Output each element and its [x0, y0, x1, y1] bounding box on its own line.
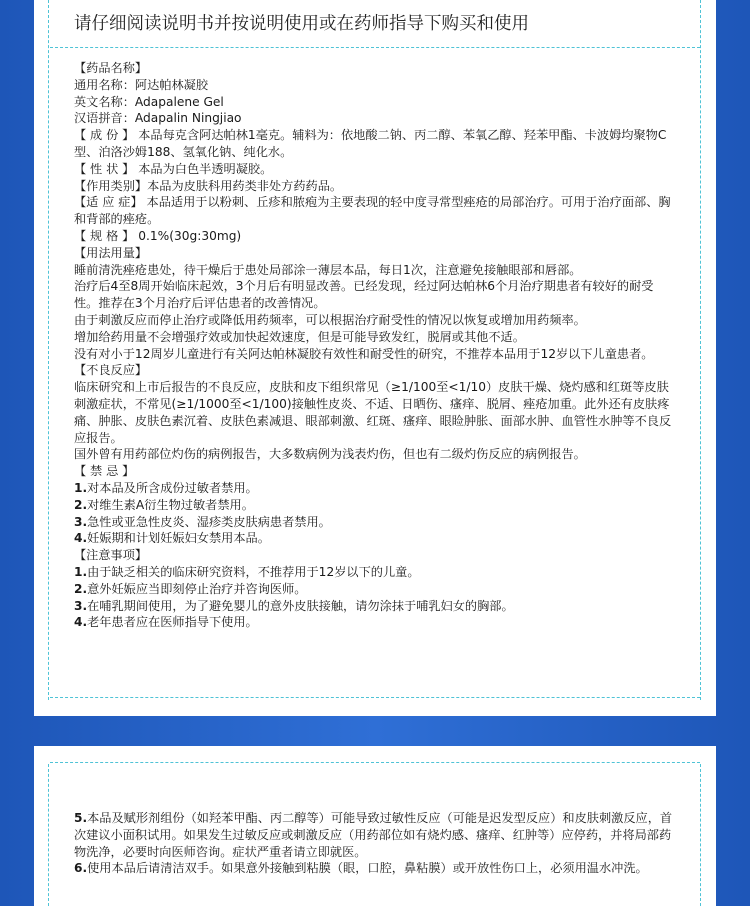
dashed-border-right	[700, 0, 701, 700]
contra-item-text: 对本品及所含成份过敏者禁用。	[87, 480, 258, 495]
category: 【作用类别】本品为皮肤科用药类非处方药药品。	[74, 178, 343, 193]
caution-item	[74, 810, 676, 860]
usage-paragraph: 睡前清洗痤疮患处，待干燥后于患处局部涂一薄层本品，每日1次，注意避免接触眼部和唇部。	[74, 262, 582, 277]
leaflet-content	[74, 60, 676, 631]
contra-item-text: 妊娠期和计划妊娠妇女禁用本品。	[87, 531, 270, 546]
usage-paragraph: 由于刺激反应而停止治疗或降低用药频率，可以根据治疗耐受性的情况以恢复或增加用药频率。	[74, 312, 586, 327]
caution-item-text: 在哺乳期间使用，为了避免婴儿的意外皮肤接触，请勿涂抹于哺乳妇女的胸部。	[87, 598, 514, 613]
caution-item-number: 5.	[74, 811, 88, 825]
usage-paragraph: 治疗后4至8周开始临床起效，3个月后有明显改善。已经发现，经过阿达帕林6个月治疗期患者有较好的耐受性。推荐在3个月治疗后评估患者的改善情况。	[74, 279, 654, 311]
caution-item	[74, 564, 676, 581]
generic-name: 通用名称：阿达帕林凝胶	[74, 77, 209, 92]
contra-item-text: 急性或亚急性皮炎、湿疹类皮肤病患者禁用。	[87, 514, 331, 529]
dashed-border-bottom	[50, 697, 700, 698]
dashed-border-right	[700, 764, 701, 906]
caution-item	[74, 614, 676, 631]
caution-item	[74, 598, 676, 615]
contra-item-number: 1.	[74, 480, 88, 495]
contra-item	[74, 480, 676, 497]
english-name: 英文名称：Adapalene Gel	[74, 94, 224, 109]
adverse-paragraph: 国外曾有用药部位灼伤的病例报告，大多数病例为浅表灼伤，但也有二级灼伤反应的病例报告。	[74, 447, 586, 462]
caution-item-number: 1.	[74, 564, 88, 579]
dashed-border-left	[48, 764, 49, 906]
caution-item	[74, 581, 676, 598]
caution-heading: 【注意事项】	[74, 548, 148, 563]
composition: 【 成 份 】 本品每克含阿达帕林1毫克。辅料为：依地酸二钠、丙二醇、苯氧乙醇、羟苯甲酯、卡波姆均聚物C型、泊洛沙姆188、氢氧化钠、纯化水。	[74, 128, 667, 159]
usage-paragraph: 没有对小于12周岁儿童进行有关阿达帕林凝胶有效性和耐受性的研究，不推荐本品用于12岁以下儿童患者。	[74, 346, 654, 361]
caution-item-text: 意外妊娠应当即刻停止治疗并咨询医师。	[87, 581, 307, 596]
contra-item	[74, 530, 676, 547]
contra-item	[74, 497, 676, 514]
contra-heading: 【 禁 忌 】	[74, 464, 135, 479]
page-title: 请仔细阅读说明书并按说明使用或在药师指导下购买和使用	[74, 14, 529, 34]
caution-item-text: 由于缺乏相关的临床研究资料，不推荐用于12岁以下的儿童。	[87, 564, 420, 579]
caution-item-text: 使用本品后请清洁双手。如果意外接触到粘膜（眼，口腔，鼻粘膜）或开放性伤口上，必须用温水冲洗。	[87, 861, 648, 876]
contra-item-text: 对维生素A衍生物过敏者禁用。	[87, 497, 254, 512]
leaflet-panel-top	[34, 0, 716, 716]
contra-item	[74, 514, 676, 531]
specification: 【 规 格 】 0.1%(30g:30mg)	[74, 228, 242, 243]
appearance: 【 性 状 】 本品为白色半透明凝胶。	[74, 161, 273, 176]
adverse-heading: 【不良反应】	[74, 363, 148, 378]
caution-item-number: 3.	[74, 598, 88, 613]
caution-item-number: 6.	[74, 861, 88, 876]
caution-item-number: 2.	[74, 581, 88, 596]
dashed-border-top	[50, 762, 700, 763]
dashed-border-top	[50, 47, 700, 48]
pinyin-name: 汉语拼音：Adapalin Ningjiao	[74, 111, 242, 126]
indication: 【适 应 症】 本品适用于以粉刺、丘疹和脓疱为主要表现的轻中度寻常型痤疮的局部治疗。可用于治疗面部、胸和背部的痤疮。	[74, 195, 671, 227]
leaflet-panel-bottom	[34, 746, 716, 906]
usage-paragraph: 增加给药用量不会增强疗效或加快起效速度，但是可能导致发红，脱屑或其他不适。	[74, 329, 525, 344]
caution-item-number: 4.	[74, 615, 88, 630]
dashed-border-left	[48, 0, 49, 700]
leaflet-content-continued	[74, 810, 676, 877]
contra-item-number: 2.	[74, 497, 88, 512]
contra-item-number: 3.	[74, 514, 88, 529]
caution-item-text: 老年患者应在医师指导下使用。	[87, 615, 258, 630]
name-heading: 【药品名称】	[74, 61, 148, 75]
caution-item	[74, 860, 676, 877]
caution-item-text: 本品及赋形剂组份（如羟苯甲酯、丙二醇等）可能导致过敏性反应（可能是迟发型反应）和皮肤刺激反应，首次建议小面积试用。如果发生过敏反应或刺激反应（用药部位如有烧灼感、瘙痒、红肿等）应停药，并将局部药物洗净，必要时向医师咨询。症状严重者请立即就医。	[74, 811, 673, 859]
contra-item-number: 4.	[74, 531, 88, 546]
adverse-paragraph: 临床研究和上市后报告的不良反应，皮肤和皮下组织常见（≥1/100至<1/10）皮肤干燥、烧灼感和红斑等皮肤刺激症状，不常见(≥1/1000至<1/100)接触性皮炎、不适、日晒伤、瘙痒、脱屑、痤疮加重。此外还有皮肤疼痛、肿胀、皮肤色素沉着、皮肤色素减退、眼部刺激、红斑、瘙痒、眼睑肿胀、面部水肿、血管性水肿等不良反应报告。	[74, 380, 672, 445]
usage-heading: 【用法用量】	[74, 245, 148, 260]
